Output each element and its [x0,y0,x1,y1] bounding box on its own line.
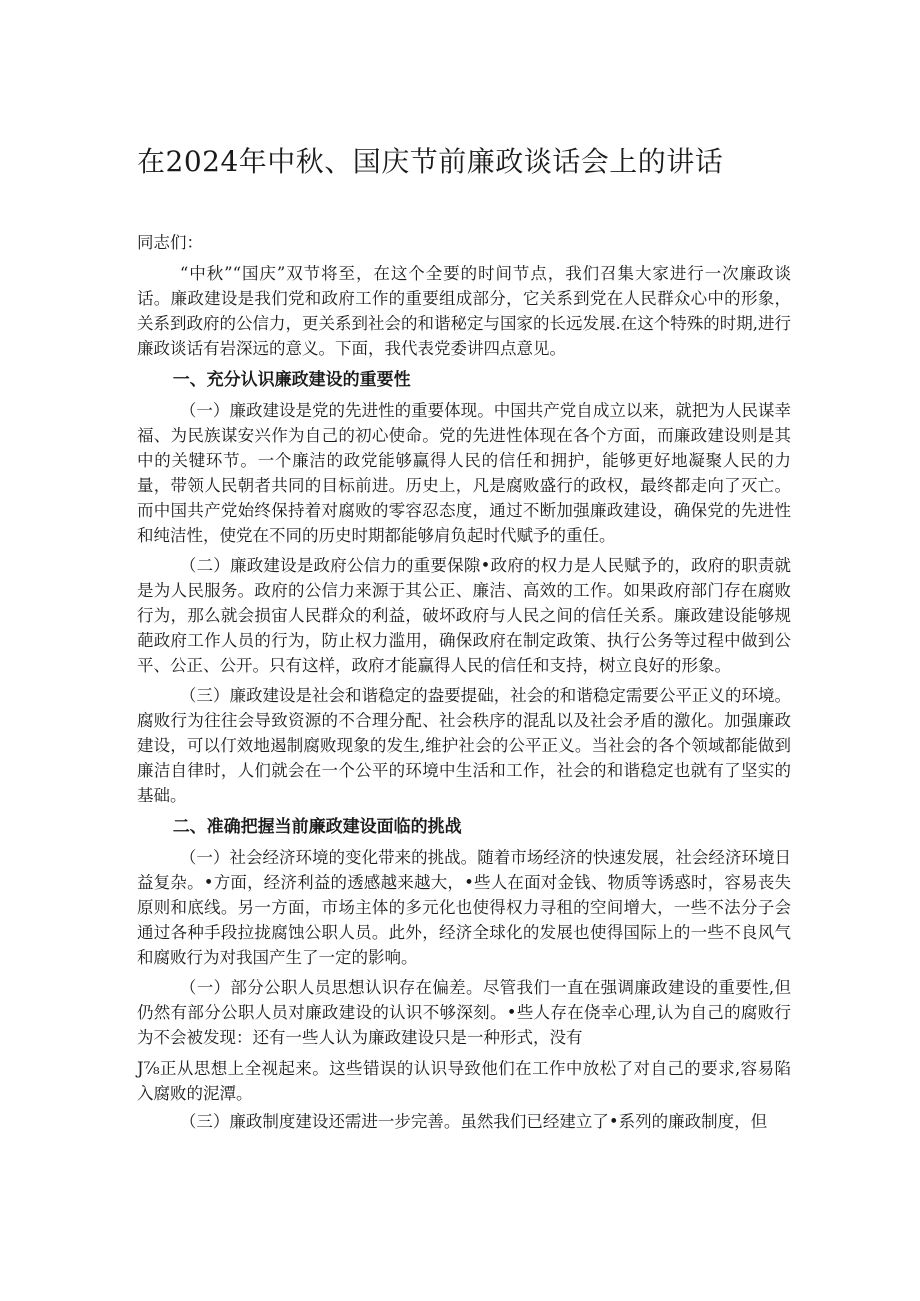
document-title: 在2024年中秋、国庆节前廉政谈话会上的讲话 [137,145,724,178]
section-1-paragraph-3: （三）廉政建设是社会和谐稳定的盎要提础，社会的和谐稳定需要公平正义的环境。腐败行为往往会导致资源的不合理分配、社会秩序的混乱以及社会矛盾的激化。加强廉政建设，可以仃效地遏制腐败现象的发生,维护社会的公平正义。当社会的各个领域都能做到廉洁自律时，人们就会在一个公平的环境中生活和工作，社会的和谐稳定也就有了坚实的基础。 [137,686,791,805]
salutation: 同志们： [137,233,203,252]
section-2-paragraph-2-continued: J⅞正从思想上全视起来。这些错误的认识导致他们在工作中放松了对自己的要求,容易陷入腐败的泥潭。 [137,1059,791,1103]
document-body [137,230,791,1139]
section-1-paragraph-1: （一）廉政建设是党的先进性的重要体现。中国共产党自成立以来，就把为人民谋幸福、为民族谋安兴作为自己的初心使命。党的先进性体现在各个方面，而廉政建设则是其中的关犍环节。一个廉洁的政党能够赢得人民的信任和拥护，能够更好地凝聚人民的力量，带领人民朝者共同的目标前进。历史上，凡是腐败盛行的政权，最终都走向了灭亡。而中国共产党始终保持着对腐败的零容忍态度，通过不断加强廉政建设，确保党的先进性和纯洁性，使党在不同的历史时期都能够肩负起时代赋予的重任。 [137,401,791,545]
intro-paragraph: “中秋”“国庆”双节将至，在这个全要的时间节点，我们召集大家进行一次廉政谈话。廉政建设是我们党和政府工作的重要组成部分，它关系到党在人民群众心中的形象，关系到政府的公信力，更关系到社会的和谐秘定与国家的长远发展.在这个特殊的时期,进行廉政谈话有岩深远的意义。下面，我代表党委讲四点意见。 [137,264,791,358]
section-2-paragraph-1: （一）社会经济环境的变化带来的挑战。随着市场经济的快速发展，社会经济环境日益复杂。•方面，经济利益的透感越来越大，•些人在面对金钱、物质等诱惑时，容易丧失原则和底线。另一方面，市场主体的多元化也使得权力寻租的空间增大，一些不法分子会通过各种手段拉拢腐蚀公职人员。此外，经济全球化的发展也使得国际上的一些不良风气和腐败行为对我国产生了一定的影响。 [137,848,791,967]
section-2-paragraph-2: （一）部分公职人员思想认识存在偏差。尽管我们一直在强调廉政建设的重要性,但仍然有部分公职人员对廉政建设的认识不够深刻。•些人存在侥幸心理,认为自己的腐败行为不会被发现：还有一些人认为廉政建设只是一种形式，没有 [137,978,791,1047]
section-2-paragraph-3: （三）廉政制度建设还需进一步完善。虽然我们已经建立了•系列的廉政制度，但 [179,1112,768,1131]
section-2-heading: 二、准确把握当前廉政建设面临的挑战 [172,817,462,837]
section-1-paragraph-2: （二）廉政建设是政府公信力的重要保隙•政府的权力是人民赋予的，政府的职责就是为人民服务。政府的公信力来源于其公正、廉洁、高效的工作。如果政府部门存在腐败行为，那么就会损宙人民群众的利益，破坏政府与人民之间的信任关系。廉政建设能够规葩政府工作人员的行为，防止权力滥用，确保政府在制定政策、执行公务等过程中做到公平、公正、公开。只有这样，政府才能赢得人民的信任和支持，树立良好的形象。 [137,556,791,675]
section-1-heading: 一、充分认识廉政建设的重要性 [172,370,411,390]
